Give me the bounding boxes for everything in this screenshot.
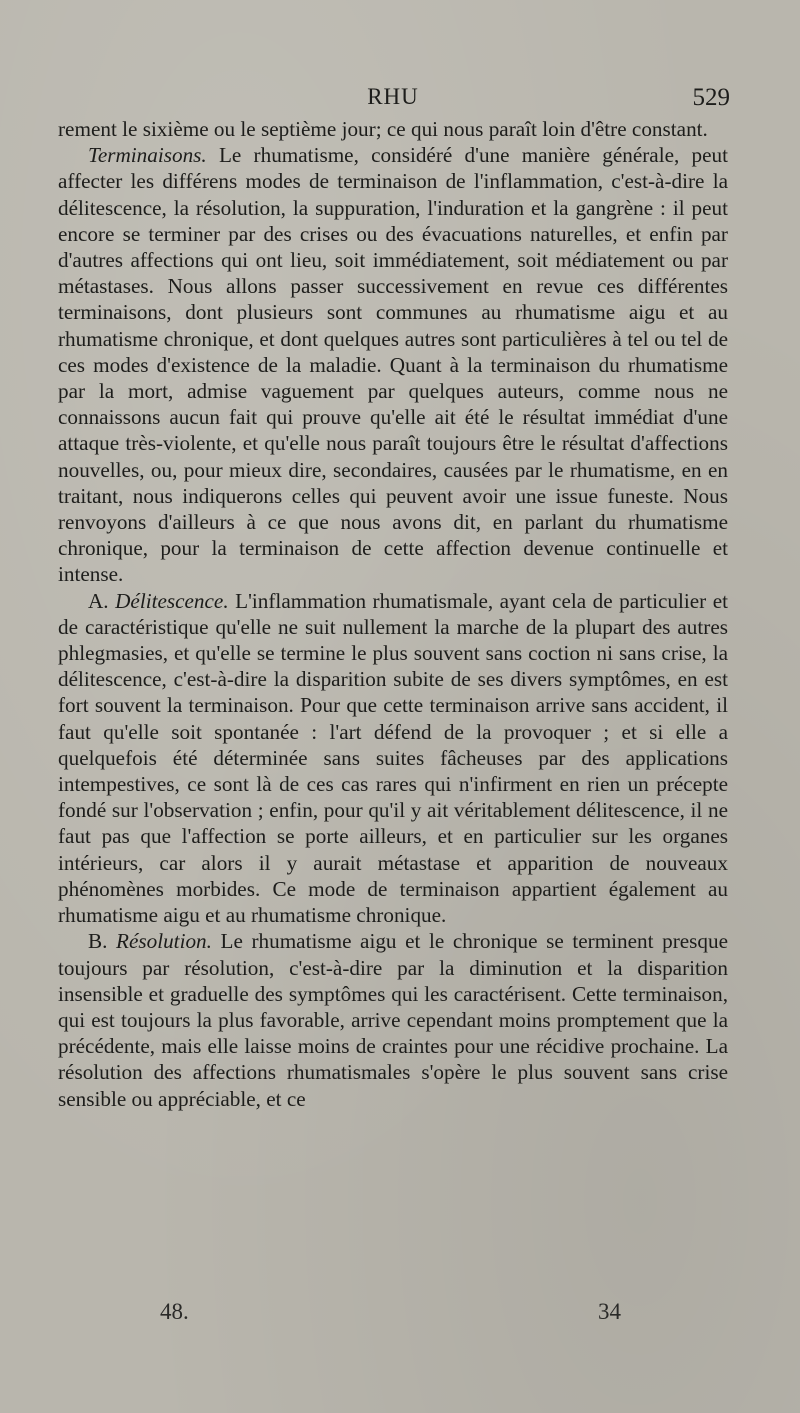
paragraph-text: Le rhumatisme aigu et le chronique se terminent presque toujours par résolution, c'est-à-dire par la diminution et la disparition insensible et graduelle des symptômes qui les caractérisent. Cette terminaison, qui est toujours la plus favorable, arrive cependant moins promptement que la précédente, mais elle laisse moins de craintes pour une récidive prochaine. La résolution des affections rhumatismales s'opère le plus souvent sans crise sensible ou appréciable, et ce: [58, 929, 728, 1111]
paragraph-continuation: [58, 116, 728, 142]
paragraph-text: Le rhumatisme, considéré d'une manière générale, peut affecter les différens modes de terminaison de l'inflammation, c'est-à-dire la délitescence, la résolution, la suppuration, l'induration et la gangrène : il peut encore se terminer par des crises ou des évacuations naturelles, et enfin par d'autres affections qui ont lieu, soit immédiatement, soit médiatement ou par métastases. Nous allons passer successivement en revue ces différentes terminaisons, dont plusieurs sont communes au rhumatisme aigu et au rhumatisme chronique, et dont quelques autres sont particulières à tel ou tel de ces modes d'existence de la maladie. Quant à la terminaison du rhumatisme par la mort, admise vaguement par quelques auteurs, comme nous ne connaissons aucun fait qui prouve qu'elle ait été le résultat immédiat d'une attaque très-violente, et qu'elle nous paraît toujours être le résultat d'affections nouvelles, ou, pour mieux dire, secondaires, causées par le rhumatisme, en en traitant, nous indiquerons celles qui peuvent avoir une issue funeste. Nous renvoyons d'ailleurs à ce que nous avons dit, en parlant du rhumatisme chronique, pour la terminaison de cette affection devenue continuelle et intense.: [58, 143, 728, 587]
page-number: 529: [692, 84, 730, 111]
running-head: RHU: [367, 84, 419, 109]
body-text: [58, 116, 728, 1112]
sheet-number: 34: [598, 1299, 621, 1324]
paragraph-delitescence: [58, 588, 728, 929]
paragraph-resolution: [58, 928, 728, 1111]
page-header: [58, 84, 728, 118]
section-heading-delitescence: A. Délitescence.: [88, 588, 229, 613]
paragraph-terminaisons: [58, 142, 728, 587]
section-heading-terminaisons: Terminaisons.: [88, 143, 207, 168]
paragraph-text: rement le sixième ou le septième jour; ce qui nous paraît loin d'être constant.: [58, 117, 708, 141]
paragraph-text: L'inflammation rhumatismale, ayant cela de particulier et de caractéristique qu'elle ne suit nullement la marche de la plupart des autres phlegmasies, et qu'elle se termine le plus souvent sans coction ni sans crise, la délitescence, c'est-à-dire la disparition subite de ses divers symptômes, en est fort souvent la terminaison. Pour que cette terminaison arrive sans accident, il faut qu'elle soit spontanée : l'art défend de la provoquer ; et si elle a quelquefois été déterminée sans suites fâcheuses par des applications intempestives, ce sont là de ces cas rares qui n'infirment en rien un précepte fondé sur l'observation ; enfin, pour qu'il y ait véritablement délitescence, il ne faut pas que l'affection se porte ailleurs, et en particulier sur les organes intérieurs, car alors il y aurait métastase et apparition de nouveaux phénomènes morbides. Ce mode de terminaison appartient également au rhumatisme aigu et au rhumatisme chronique.: [58, 588, 728, 928]
page-footer: [0, 1299, 800, 1329]
signature-mark: 48.: [160, 1299, 189, 1324]
section-heading-resolution: B. Résolution.: [88, 929, 212, 954]
